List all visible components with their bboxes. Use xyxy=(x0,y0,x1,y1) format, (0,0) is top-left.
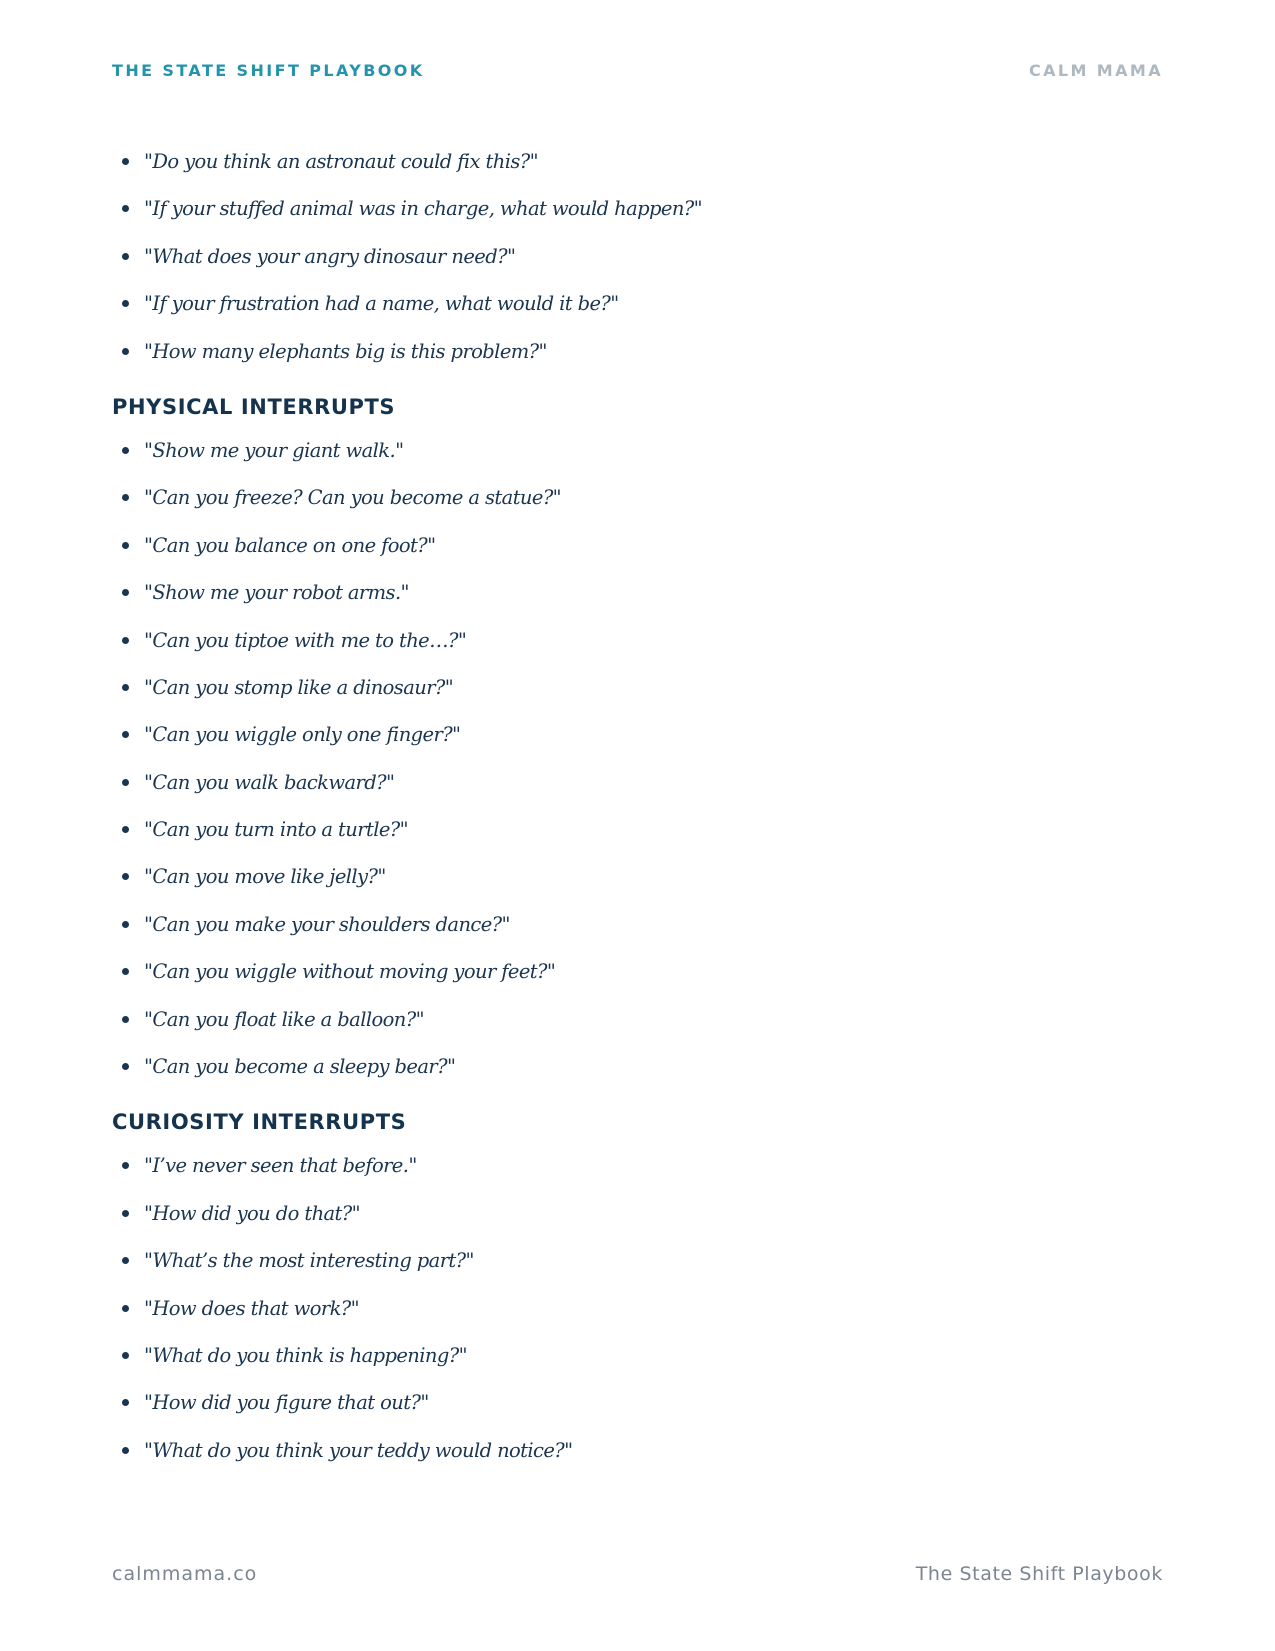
list-item xyxy=(112,901,1162,948)
bullet-icon xyxy=(122,684,129,691)
bullet-icon xyxy=(122,1210,129,1217)
list-item-text: "How many elephants big is this problem?" xyxy=(144,339,547,363)
footer-website: calmmama.co xyxy=(112,1563,258,1585)
list-item xyxy=(112,280,1162,327)
list-item-text: "If your frustration had a name, what would it be?" xyxy=(144,292,619,316)
list-item xyxy=(112,427,1162,474)
list-item-text: "What does your angry dinosaur need?" xyxy=(144,244,516,268)
list-item-text: "Can you make your shoulders dance?" xyxy=(144,912,510,936)
list-item-text: "Can you tiptoe with me to the…?" xyxy=(144,628,467,652)
list-item xyxy=(112,806,1162,853)
bullet-icon xyxy=(122,637,129,644)
list-item xyxy=(112,948,1162,995)
list-item xyxy=(112,1332,1162,1379)
bullet-icon xyxy=(122,968,129,975)
bullet-icon xyxy=(122,253,129,260)
bullet-icon xyxy=(122,300,129,307)
bullet-icon xyxy=(122,1162,129,1169)
bullet-icon xyxy=(122,921,129,928)
bullet-icon xyxy=(122,826,129,833)
section-title-curiosity: CURIOSITY INTERRUPTS xyxy=(112,1110,407,1135)
list-item-text: "What do you think is happening?" xyxy=(144,1343,467,1367)
bullet-icon xyxy=(122,1399,129,1406)
list-item-text: "What do you think your teddy would notice?" xyxy=(144,1438,573,1462)
list-item-text: "Can you walk backward?" xyxy=(144,770,395,794)
list-item xyxy=(112,569,1162,616)
list-item xyxy=(112,1190,1162,1237)
list-item xyxy=(112,1142,1162,1189)
list-item-text: "Can you float like a balloon?" xyxy=(144,1007,424,1031)
bullet-icon xyxy=(122,1016,129,1023)
list-item xyxy=(112,1427,1162,1474)
list-item xyxy=(112,1043,1162,1090)
list-item xyxy=(112,474,1162,521)
bullet-icon xyxy=(122,589,129,596)
list-item-text: "Can you stomp like a dinosaur?" xyxy=(144,675,454,699)
bullet-icon xyxy=(122,494,129,501)
bullet-icon xyxy=(122,348,129,355)
running-header-brand: CALM MAMA xyxy=(1028,61,1163,80)
list-item xyxy=(112,996,1162,1043)
bullet-icon xyxy=(122,1063,129,1070)
list-item-text: "If your stuffed animal was in charge, what would happen?" xyxy=(144,197,703,221)
list-item-text: "Show me your robot arms." xyxy=(144,581,409,605)
list-item-text: "How did you figure that out?" xyxy=(144,1391,429,1415)
list-item xyxy=(112,522,1162,569)
list-item xyxy=(112,138,1162,185)
list-item-text: "Can you wiggle without moving your feet?" xyxy=(144,960,556,984)
bullet-icon xyxy=(122,542,129,549)
bullet-icon xyxy=(122,873,129,880)
list-item xyxy=(112,1285,1162,1332)
physical-interrupts-list xyxy=(112,427,1162,1090)
list-item-text: "Can you move like jelly?" xyxy=(144,865,386,889)
bullet-icon xyxy=(122,447,129,454)
list-item-text: "What’s the most interesting part?" xyxy=(144,1249,474,1273)
list-item-text: "How did you do that?" xyxy=(144,1201,361,1225)
curiosity-interrupts-list xyxy=(112,1142,1162,1474)
bullet-icon xyxy=(122,158,129,165)
list-item-text: "Can you balance on one foot?" xyxy=(144,533,436,557)
bullet-icon xyxy=(122,1352,129,1359)
bullet-icon xyxy=(122,1257,129,1264)
list-item xyxy=(112,853,1162,900)
list-item xyxy=(112,759,1162,806)
footer-title: The State Shift Playbook xyxy=(915,1563,1163,1585)
bullet-icon xyxy=(122,731,129,738)
list-item xyxy=(112,1379,1162,1426)
list-item xyxy=(112,664,1162,711)
list-item xyxy=(112,185,1162,232)
list-item-text: "Can you wiggle only one finger?" xyxy=(144,723,461,747)
list-item xyxy=(112,328,1162,375)
list-item xyxy=(112,1237,1162,1284)
list-item-text: "Can you turn into a turtle?" xyxy=(144,818,409,842)
running-header-title: THE STATE SHIFT PLAYBOOK xyxy=(112,61,425,80)
bullet-icon xyxy=(122,779,129,786)
bullet-icon xyxy=(122,205,129,212)
list-item xyxy=(112,617,1162,664)
bullet-icon xyxy=(122,1305,129,1312)
list-item xyxy=(112,711,1162,758)
list-item-text: "Can you become a sleepy bear?" xyxy=(144,1055,456,1079)
bullet-icon xyxy=(122,1447,129,1454)
list-item-text: "Show me your giant walk." xyxy=(144,438,404,462)
page-content xyxy=(112,138,1162,1474)
list-item-text: "How does that work?" xyxy=(144,1296,360,1320)
section-title-physical: PHYSICAL INTERRUPTS xyxy=(112,394,396,419)
list-item-text: "Do you think an astronaut could fix this?" xyxy=(144,150,539,173)
list-item-text: "Can you freeze? Can you become a statue?" xyxy=(144,486,562,510)
list-item xyxy=(112,233,1162,280)
intro-list xyxy=(112,138,1162,375)
list-item-text: "I’ve never seen that before." xyxy=(144,1154,417,1178)
